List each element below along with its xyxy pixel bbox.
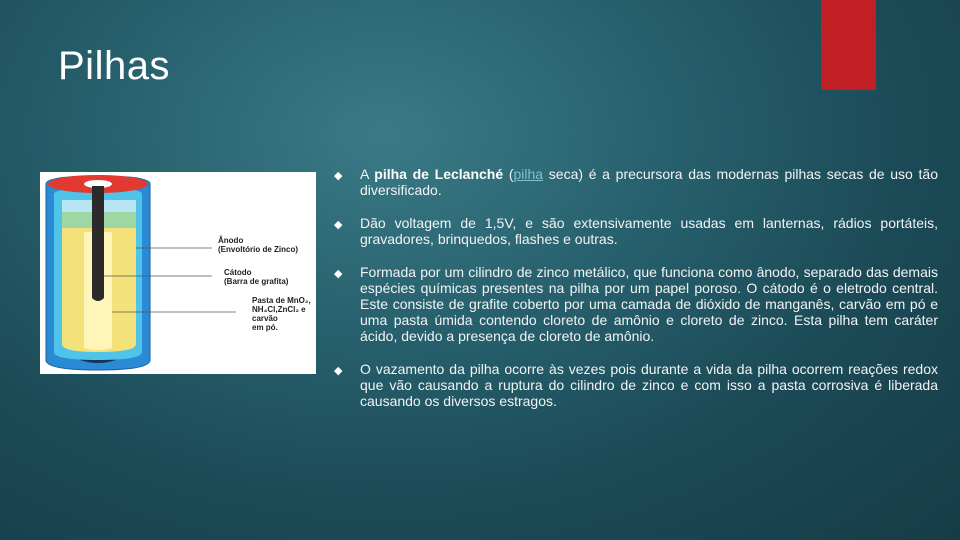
bullet-text: O vazamento da pilha ocorre às vezes pois durante a vida da pilha ocorrem reações redox que vão causando a ruptura do cilindro de zinco e com isso a pasta corrosiva é liberada causando os diversos estragos. bbox=[360, 361, 938, 409]
accent-bar bbox=[821, 0, 876, 90]
label-anodo bbox=[218, 236, 298, 254]
bullet-list bbox=[334, 166, 938, 426]
bullet-text: Dão voltagem de 1,5V, e são extensivamente usadas em lanternas, rádios portáteis, gravadores, brinquedos, flashes e outras. bbox=[360, 215, 938, 247]
bullet-item bbox=[334, 361, 938, 409]
label-catodo-line1: Cátodo bbox=[224, 268, 252, 277]
battery-diagram bbox=[40, 172, 316, 374]
diamond-bullet-icon: ◆ bbox=[334, 219, 343, 231]
label-pasta-line2: NH₄Cl,ZnCl₂ e carvão bbox=[252, 305, 306, 323]
label-catodo bbox=[224, 268, 288, 286]
bullet-item bbox=[334, 215, 938, 247]
label-pasta-line1: Pasta de MnO₂, bbox=[252, 296, 311, 305]
pilha-link[interactable]: pilha bbox=[513, 166, 544, 182]
diamond-bullet-icon: ◆ bbox=[334, 268, 343, 280]
bullet-item bbox=[334, 264, 938, 344]
label-anodo-line2: (Envoltório de Zinco) bbox=[218, 245, 298, 254]
bullet-text: Formada por um cilindro de zinco metálico, que funciona como ânodo, separado das demais espécies químicas presentes na pilha por um papel poroso. O cátodo é o eletrodo central. Este consiste de grafite coberto por uma camada de dióxido de manganês, carvão em pó e uma pasta úmida contendo cloreto de amônio e cloreto de zinco. Esta pilha tem caráter ácido, devido a presença de cloreto de amônio. bbox=[360, 264, 938, 344]
slide-title: Pilhas bbox=[58, 44, 170, 88]
diamond-bullet-icon: ◆ bbox=[334, 170, 343, 182]
bullet-item bbox=[334, 166, 938, 198]
label-anodo-line1: Ânodo bbox=[218, 236, 244, 245]
label-pasta bbox=[252, 296, 316, 332]
bullet-text: seca) é a precursora das modernas pilhas secas de uso tão diversificado. bbox=[360, 166, 938, 198]
bullet-text: ( bbox=[503, 166, 514, 182]
label-pasta-line3: em pó. bbox=[252, 323, 278, 332]
label-catodo-line2: (Barra de grafita) bbox=[224, 277, 289, 286]
bullet-text: A bbox=[360, 166, 375, 182]
bullet-bold-text: pilha de Leclanché bbox=[374, 166, 504, 182]
diamond-bullet-icon: ◆ bbox=[334, 365, 343, 377]
